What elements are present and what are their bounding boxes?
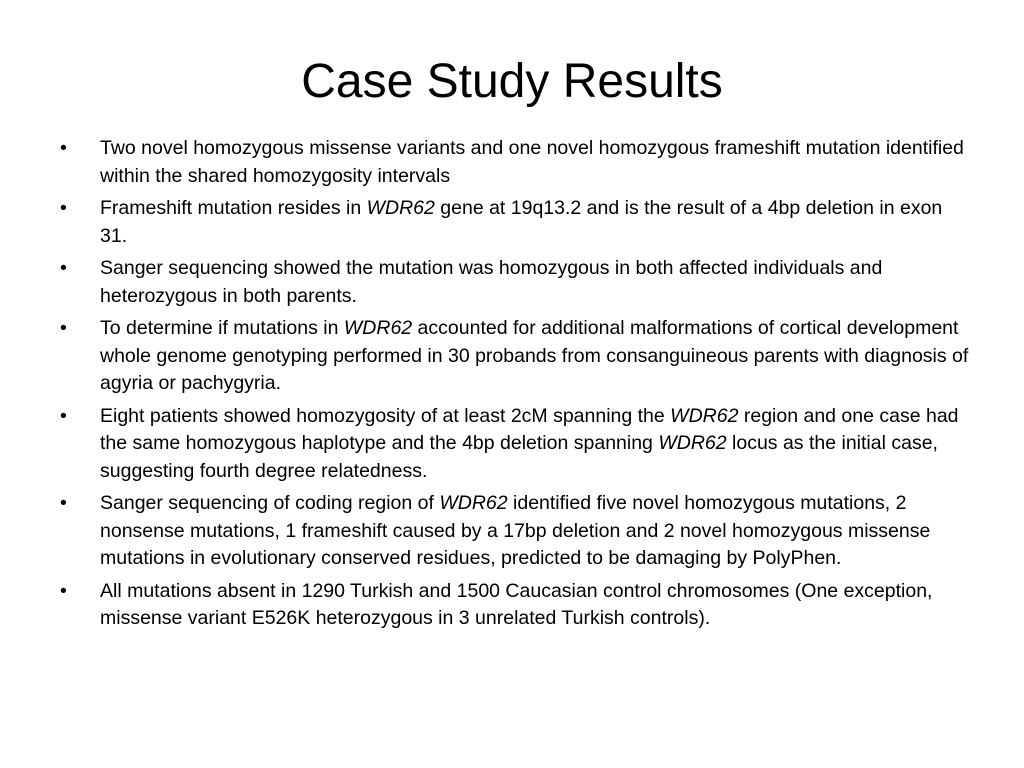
bullet-text: region and one case had the same homozygous haplotype and the 4bp deletion spanning [100,404,959,454]
bullet-marker: • [60,404,67,427]
bullet-marker: • [60,579,67,602]
bullet-text: Frameshift mutation resides in [100,197,367,219]
bullet-text: gene at 19q13.2 and is the result of a 4bp deletion in exon 31. [100,197,943,247]
bullet-text: Sanger sequencing of coding region of [100,492,440,514]
bullet-text: Eight patients showed homozygosity of at least 2cM spanning the [100,404,671,427]
gene-name-text: WDR62 [343,317,413,339]
bullet-item [60,490,972,573]
bullet-marker: • [60,137,67,159]
bullet-text: locus as the initial case, suggesting fourth degree relatedness. [100,432,938,482]
bullet-item [60,135,972,190]
bullet-text: All mutations absent in 1290 Turkish and 1500 Caucasian control chromosomes (One exception, missense variant E526K heterozygous in 3 unrelated Turkish controls). [100,579,933,629]
gene-name-text: WDR62 [670,404,739,427]
slide-title: Case Study Results [301,55,723,108]
bullet-text: Two novel homozygous missense variants and one novel homozygous frameshift mutation identified within the shared homozygosity intervals [100,137,964,187]
bullet-item [60,255,972,310]
bullet-marker: • [60,317,67,339]
gene-name-text: WDR62 [658,432,727,454]
bullet-item [60,578,972,633]
bullet-item [60,403,972,486]
bullet-marker: • [60,197,67,219]
bullet-item [60,315,972,398]
bullet-text: accounted for additional malformations of cortical development whole genome genotyping performed in 30 probands from consanguineous parents with diagnosis of agyria or pachygyria. [100,317,969,394]
gene-name-text: WDR62 [366,197,435,219]
bullet-text: Sanger sequencing showed the mutation was homozygous in both affected individuals and heterozygous in both parents. [100,257,883,307]
bullet-list [60,135,972,638]
bullet-item [60,195,972,250]
bullet-text: identified five novel homozygous mutations, 2 nonsense mutations, 1 frameshift caused by a 17bp deletion and 2 novel homozygous missense mutations in evolutionary conserved residues, predicted to be damaging by PolyPhen. [100,492,931,569]
bullet-marker: • [60,257,67,279]
bullet-marker: • [60,492,67,514]
bullet-text: To determine if mutations in [100,317,344,339]
gene-name-text: WDR62 [439,492,508,514]
